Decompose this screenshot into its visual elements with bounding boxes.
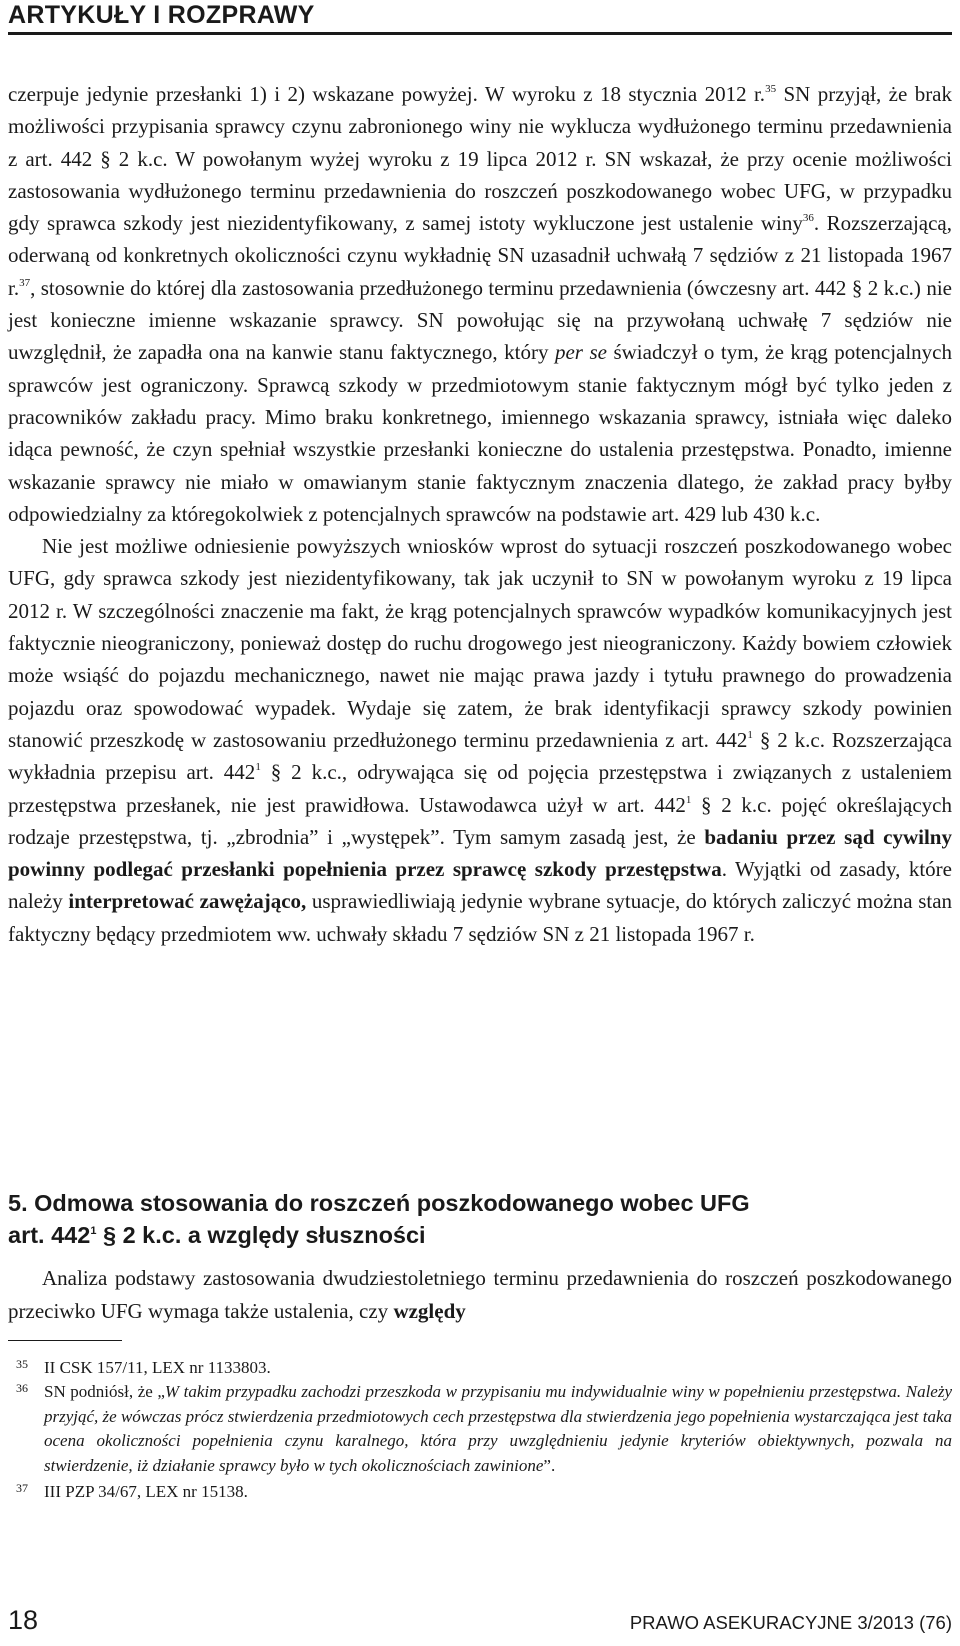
bold-phrase: badaniu przez sąd cywilny powinny podlegać przesłanki popełnienia przez sprawcę szkody przestępstwa: [8, 824, 952, 882]
footnote: 35 II CSK 157/11, LEX nr 1133803.: [16, 1357, 271, 1377]
footnote-rule: [8, 1340, 122, 1341]
section-sign: §: [100, 146, 111, 171]
document-page: [8, 0, 952, 1646]
main-body: [8, 78, 952, 950]
footnote-ref-37: 37: [19, 276, 31, 289]
bold-phrase: interpretować zawężająco,: [68, 889, 307, 914]
paragraph-3: Analiza podstawy zastosowania dwudziestoletniego terminu przedawnienia do roszczeń poszkodowanego przeciwko UFG wymaga także ustalenia, czy względy: [8, 1266, 952, 1323]
italic-phrase: per se: [554, 340, 607, 365]
section-sign: §: [851, 275, 863, 300]
paragraph-2: Nie jest możliwe odniesienie powyższych wniosków wprost do sytuacji roszczeń poszkodowanego wobec UFG, gdy sprawca szkody jest niezidentyfikowany, tak jak uczynił to SN w powołanym wyroku z 19 lipca 2012 r. W szczególności znaczenie ma fakt, że krąg potencjalnych sprawców wypadków komunikacyjnych jest faktycznie nieograniczony, ponieważ dostęp do ruchu drogowego jest nieograniczony. Każdy bowiem człowiek może wsiąść do pojazdu mechanicznego, nawet nie mając prawa jazdy i tytułu prawnego do prowadzenia pojazdu oraz spowodować wypadek. Wydaje się zatem, że brak identyfikacji sprawcy szkody powinien stanowić przeszkodę w zastosowaniu przedłużonego terminu przedawnienia z art. $442^1$ § 2 k.c. Rozszerzająca wykładnia przepisu art. $442^1$ § 2 k.c., odrywająca się od pojęcia przestępstwa i związanych z ustaleniem przestępstwa przesłanek, nie jest prawidłowa. Ustawodawca użył w art. $442^1$ § 2 k.c. pojęć określających rodzaje przestępstwa, tj. „zbrodnia” i „występek”. Tym samym zasadą jest, że badaniu przez sąd cywilny powinny podlegać przesłanki popełnienia przez sprawcę szkody przestępstwa. Wyjątki od zasady, które należy interpretować zawężająco, usprawiedliwiają jedynie wybrane sytuacje, do których zaliczyć można stan faktyczny będący przedmiotem ww. uchwały składu 7 sędziów SN z 21 listopada 1967 r.: [8, 534, 953, 946]
footnote-number: 37: [16, 1481, 28, 1496]
header-rule: [8, 32, 952, 35]
journal-name: PRAWO ASEKURACYJNE 3/2013 (76): [629, 1612, 952, 1633]
footnote-ref-36: 36: [802, 212, 814, 225]
section-sign: §: [102, 1222, 117, 1248]
footnote-number: 36: [16, 1381, 28, 1396]
paragraph-1: czerpuje jedynie przesłanki 1) i 2) wskazane powyżej. W wyroku z 18 stycznia 2012 r.$^{35}$ SN przyjął, że brak możliwości przypisania sprawcy czynu zabronionego winy nie wyklucza wydłużonego terminu przedawnienia z art. 442 § 2 k.c. W powołanym wyżej wyroku z 19 lipca 2012 r. SN wskazał, że przy ocenie możliwości zastosowania wydłużonego terminu przedawnienia do roszczeń poszkodowanego wobec UFG, w przypadku gdy sprawca szkody jest niezidentyfikowany, z samej istoty wykluczone jest ustalenie winy$^{36}$. Rozszerzającą, oderwaną od konkretnych okoliczności czynu wykładnię SN uzasadnił uchwałą 7 sędziów z 21 listopada 1967 r.$^{37}$, stosownie do której dla zastosowania przedłużonego terminu przedawnienia (ówczesny art. 442 § 2 k.c.) nie jest konieczne imienne wskazanie sprawcy. SN powołując się na przywołaną uchwałę 7 sędziów nie uwzględnił, że zapadła ona na kanwie stanu faktycznego, który per se świadczył o tym, że krąg potencjalnych sprawców jest ograniczony. Sprawcą szkody w przedmiotowym stanie faktycznym mógł być tylko jeden z pracowników zakładu pracy. Mimo braku konkretnego, imiennego wskazania sprawcy, istniała więc daleko idąca pewność, że czyn spełniał wszystkie przesłanki konieczne do ustalenia przestępstwa. Ponadto, imienne wskazanie sprawcy nie miało w omawianym stanie faktycznym znaczenia dlatego, że zakład pracy byłby odpowiedzialny za któregokolwiek z potencjalnych sprawców na podstawie art. 429 lub 430 k.c.: [8, 82, 953, 526]
section-5-body: [8, 1262, 952, 1328]
footnote-number: 35: [16, 1357, 28, 1371]
section-title: ARTYKUŁY I ROZPRAWY: [8, 1, 315, 29]
footnote: 37 III PZP 34/67, LEX nr 15138.: [16, 1481, 248, 1502]
footnote-ref-35: 35: [765, 83, 777, 95]
section-sign: §: [270, 760, 282, 785]
section-sign: §: [701, 792, 712, 817]
section-heading-5: 5. Odmowa stosowania do roszczeń poszkodowanego wobec UFG art. $442^1$ § 2 k.c. a względy słuszności: [8, 1190, 750, 1248]
footnotes: [8, 1356, 952, 1504]
section-sign: §: [759, 727, 771, 752]
footnote: 36 SN podniósł, że „W takim przypadku zachodzi przeszkoda w przypisaniu mu indywidualnie winy w popełnieniu przestępstwa. Należy przyjąć, że wówczas prócz stwierdzenia przedmiotowych cech przestępstwa dla stwierdzenia jego popełnienia wystarczająca jest taka ocena okoliczności popełnienia czynu karalnego, która przy uwzględnieniu jedynie kryteriów obiektywnych, pozwala na stwierdzenie, iż działanie sprawcy było w tych okolicznościach zawinione”.: [16, 1381, 952, 1475]
page-number: 18: [8, 1605, 39, 1635]
bold-phrase: względy: [393, 1299, 466, 1323]
